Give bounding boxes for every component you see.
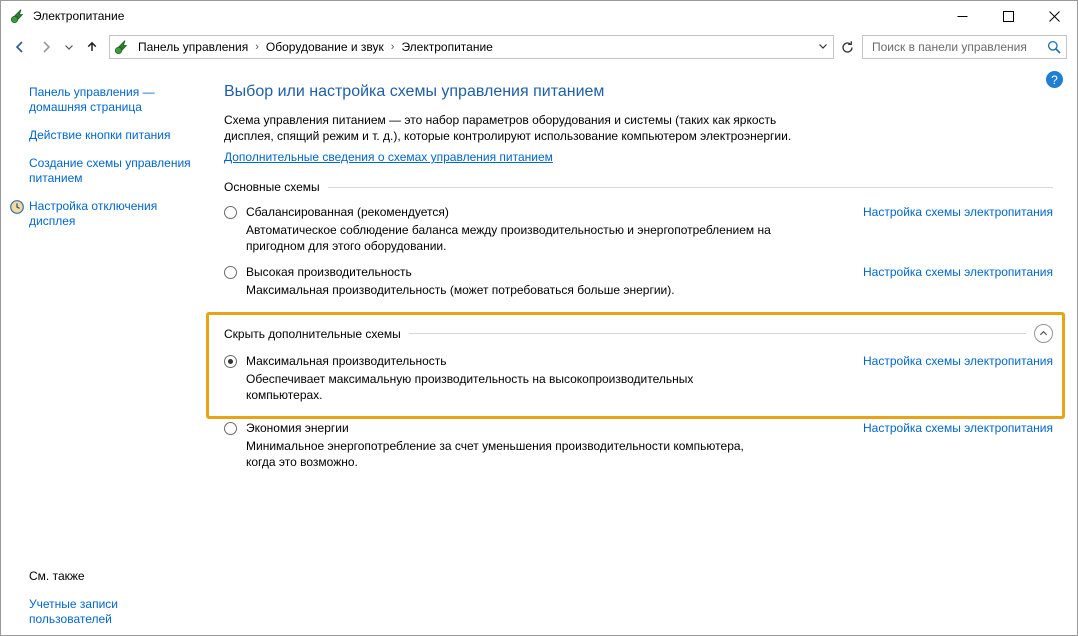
sidebar-item-label: Действие кнопки питания: [29, 128, 171, 142]
plan-name[interactable]: Экономия энергии: [246, 421, 349, 435]
group-header: [224, 180, 1053, 194]
plan-settings-link[interactable]: Настройка схемы электропитания: [863, 265, 1053, 279]
breadcrumb-power-plug-icon: [114, 39, 130, 55]
search-input[interactable]: [870, 39, 1046, 55]
plan-settings-link[interactable]: Настройка схемы электропитания: [863, 354, 1053, 368]
search-icon[interactable]: [1046, 39, 1062, 55]
group-header-hide-additional[interactable]: [224, 324, 1053, 343]
plan-high-performance[interactable]: [224, 265, 1053, 298]
sidebar-item-display-off-settings[interactable]: [1, 199, 206, 229]
plan-radio[interactable]: [224, 206, 237, 219]
search-box[interactable]: [862, 35, 1067, 59]
back-arrow-icon[interactable]: [7, 34, 33, 60]
chevron-up-icon[interactable]: [1034, 324, 1053, 343]
breadcrumb-item-hardware-sound[interactable]: Оборудование и звук: [265, 40, 384, 54]
recent-locations-chevron-down-icon[interactable]: [59, 34, 79, 60]
group-rule: [328, 187, 1053, 188]
plan-balanced[interactable]: [224, 205, 1053, 254]
forward-arrow-icon[interactable]: [33, 34, 59, 60]
page-title: Выбор или настройка схемы управления питанием: [224, 83, 605, 100]
group-rule: [409, 333, 1026, 334]
breadcrumb-item-power-options[interactable]: Электропитание: [401, 40, 493, 54]
sidebar-item-create-power-plan[interactable]: [1, 156, 206, 186]
group-header-label[interactable]: Скрыть дополнительные схемы: [224, 326, 401, 341]
breadcrumb-chevron-down-icon[interactable]: [814, 41, 831, 53]
main-panel: [206, 63, 1077, 635]
sidebar-item-user-accounts[interactable]: Учетные записи пользователей: [29, 597, 118, 626]
power-plug-icon: [10, 8, 26, 24]
plan-radio[interactable]: [224, 355, 237, 368]
plan-settings-link[interactable]: Настройка схемы электропитания: [863, 421, 1053, 435]
plan-row: [246, 205, 1053, 219]
group-additional-plans: [224, 324, 1053, 403]
plan-description: Обеспечивает максимальную производительность на высокопроизводительных компьютерах.: [246, 372, 694, 402]
plan-radio[interactable]: [224, 266, 237, 279]
plan-name[interactable]: Высокая производительность: [246, 265, 412, 279]
breadcrumb-bar[interactable]: [109, 35, 834, 59]
window-title: Электропитание: [33, 9, 125, 23]
plan-power-saver[interactable]: [224, 421, 1053, 470]
refresh-icon[interactable]: [836, 35, 858, 59]
group-preferred-plans: [224, 180, 1053, 298]
help-icon[interactable]: ?: [1046, 71, 1063, 88]
sidebar-item-label: Настройка отключения дисплея: [29, 199, 158, 228]
title-bar: [1, 1, 1077, 31]
breadcrumb-item-control-panel[interactable]: Панель управления: [138, 40, 249, 54]
plan-description: Максимальная производительность (может потребоваться больше энергии).: [246, 283, 675, 297]
sidebar-item-power-button-action[interactable]: [1, 128, 206, 143]
intro-text: Схема управления питанием — это набор параметров оборудования и системы (таких как яркость дисплея, спящий режим и т. д.), которые контролируют использование компьютером электроэнергии.: [224, 113, 792, 143]
plan-row: [246, 354, 1053, 368]
sidebar-item-control-panel-home[interactable]: [1, 85, 206, 115]
up-arrow-icon[interactable]: [79, 34, 105, 60]
plan-ultimate-performance[interactable]: [224, 354, 1053, 403]
close-button[interactable]: [1031, 1, 1077, 31]
display-clock-icon: [9, 199, 25, 215]
sidebar-item-label: Создание схемы управления питанием: [29, 156, 191, 185]
plan-name[interactable]: Сбалансированная (рекомендуется): [246, 205, 449, 219]
minimize-button[interactable]: [939, 1, 985, 31]
breadcrumb-separator-icon[interactable]: ›: [255, 41, 259, 53]
maximize-button[interactable]: [985, 1, 1031, 31]
plan-row: [246, 265, 1053, 279]
breadcrumb-separator-icon[interactable]: ›: [390, 41, 395, 53]
plan-settings-link[interactable]: Настройка схемы электропитания: [863, 205, 1053, 219]
content-area: [1, 63, 1077, 635]
plan-description: Автоматическое соблюдение баланса между производительностью и энергопотреблением на пригодном для этого оборудовании.: [246, 223, 771, 253]
plan-row: [246, 421, 1053, 435]
sidebar-item-label: Панель управления — домашняя страница: [29, 85, 155, 114]
plan-description: Минимальное энергопотребление за счет уменьшения производительности компьютера, когда это возможно.: [246, 439, 744, 469]
group-header-label: Основные схемы: [224, 180, 320, 194]
more-info-link[interactable]: Дополнительные сведения о схемах управления питанием: [224, 150, 553, 164]
plan-name[interactable]: Максимальная производительность: [246, 354, 447, 368]
group-power-saver: [224, 421, 1053, 470]
address-bar: [1, 31, 1077, 63]
sidebar: [1, 63, 206, 635]
see-also-heading: См. также: [29, 569, 85, 583]
plan-radio[interactable]: [224, 422, 237, 435]
